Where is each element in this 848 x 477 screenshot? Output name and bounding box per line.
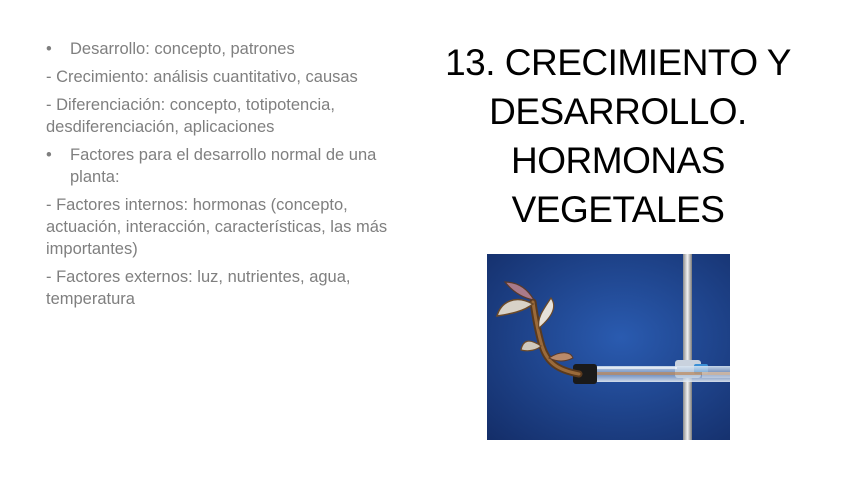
bullet-text: Desarrollo: concepto, patrones bbox=[70, 40, 295, 58]
dash-item-2: - Diferenciación: concepto, totipotencia, desdiferenciación, aplicaciones bbox=[46, 96, 335, 136]
bullet-item-1 bbox=[46, 38, 416, 60]
dash-item-1: - Crecimiento: análisis cuantitativo, causas bbox=[46, 68, 358, 86]
bullet-text: Factores para el desarrollo normal de una planta: bbox=[70, 146, 377, 186]
bullet-item-2 bbox=[46, 144, 416, 188]
plant-photo bbox=[487, 254, 730, 440]
dash-item-3: - Factores internos: hormonas (concepto, actuación, interacción, características, las más importantes) bbox=[46, 196, 388, 258]
bullet-dot: • bbox=[46, 40, 52, 58]
slide-body bbox=[46, 38, 416, 316]
title-number: 13. bbox=[445, 42, 496, 83]
slide-title bbox=[420, 38, 816, 234]
title-text: CRECIMIENTO Y DESARROLLO. HORMONAS VEGETALES bbox=[489, 42, 791, 230]
bullet-dot: • bbox=[46, 146, 52, 164]
dash-item-4: - Factores externos: luz, nutrientes, agua, temperatura bbox=[46, 268, 351, 308]
